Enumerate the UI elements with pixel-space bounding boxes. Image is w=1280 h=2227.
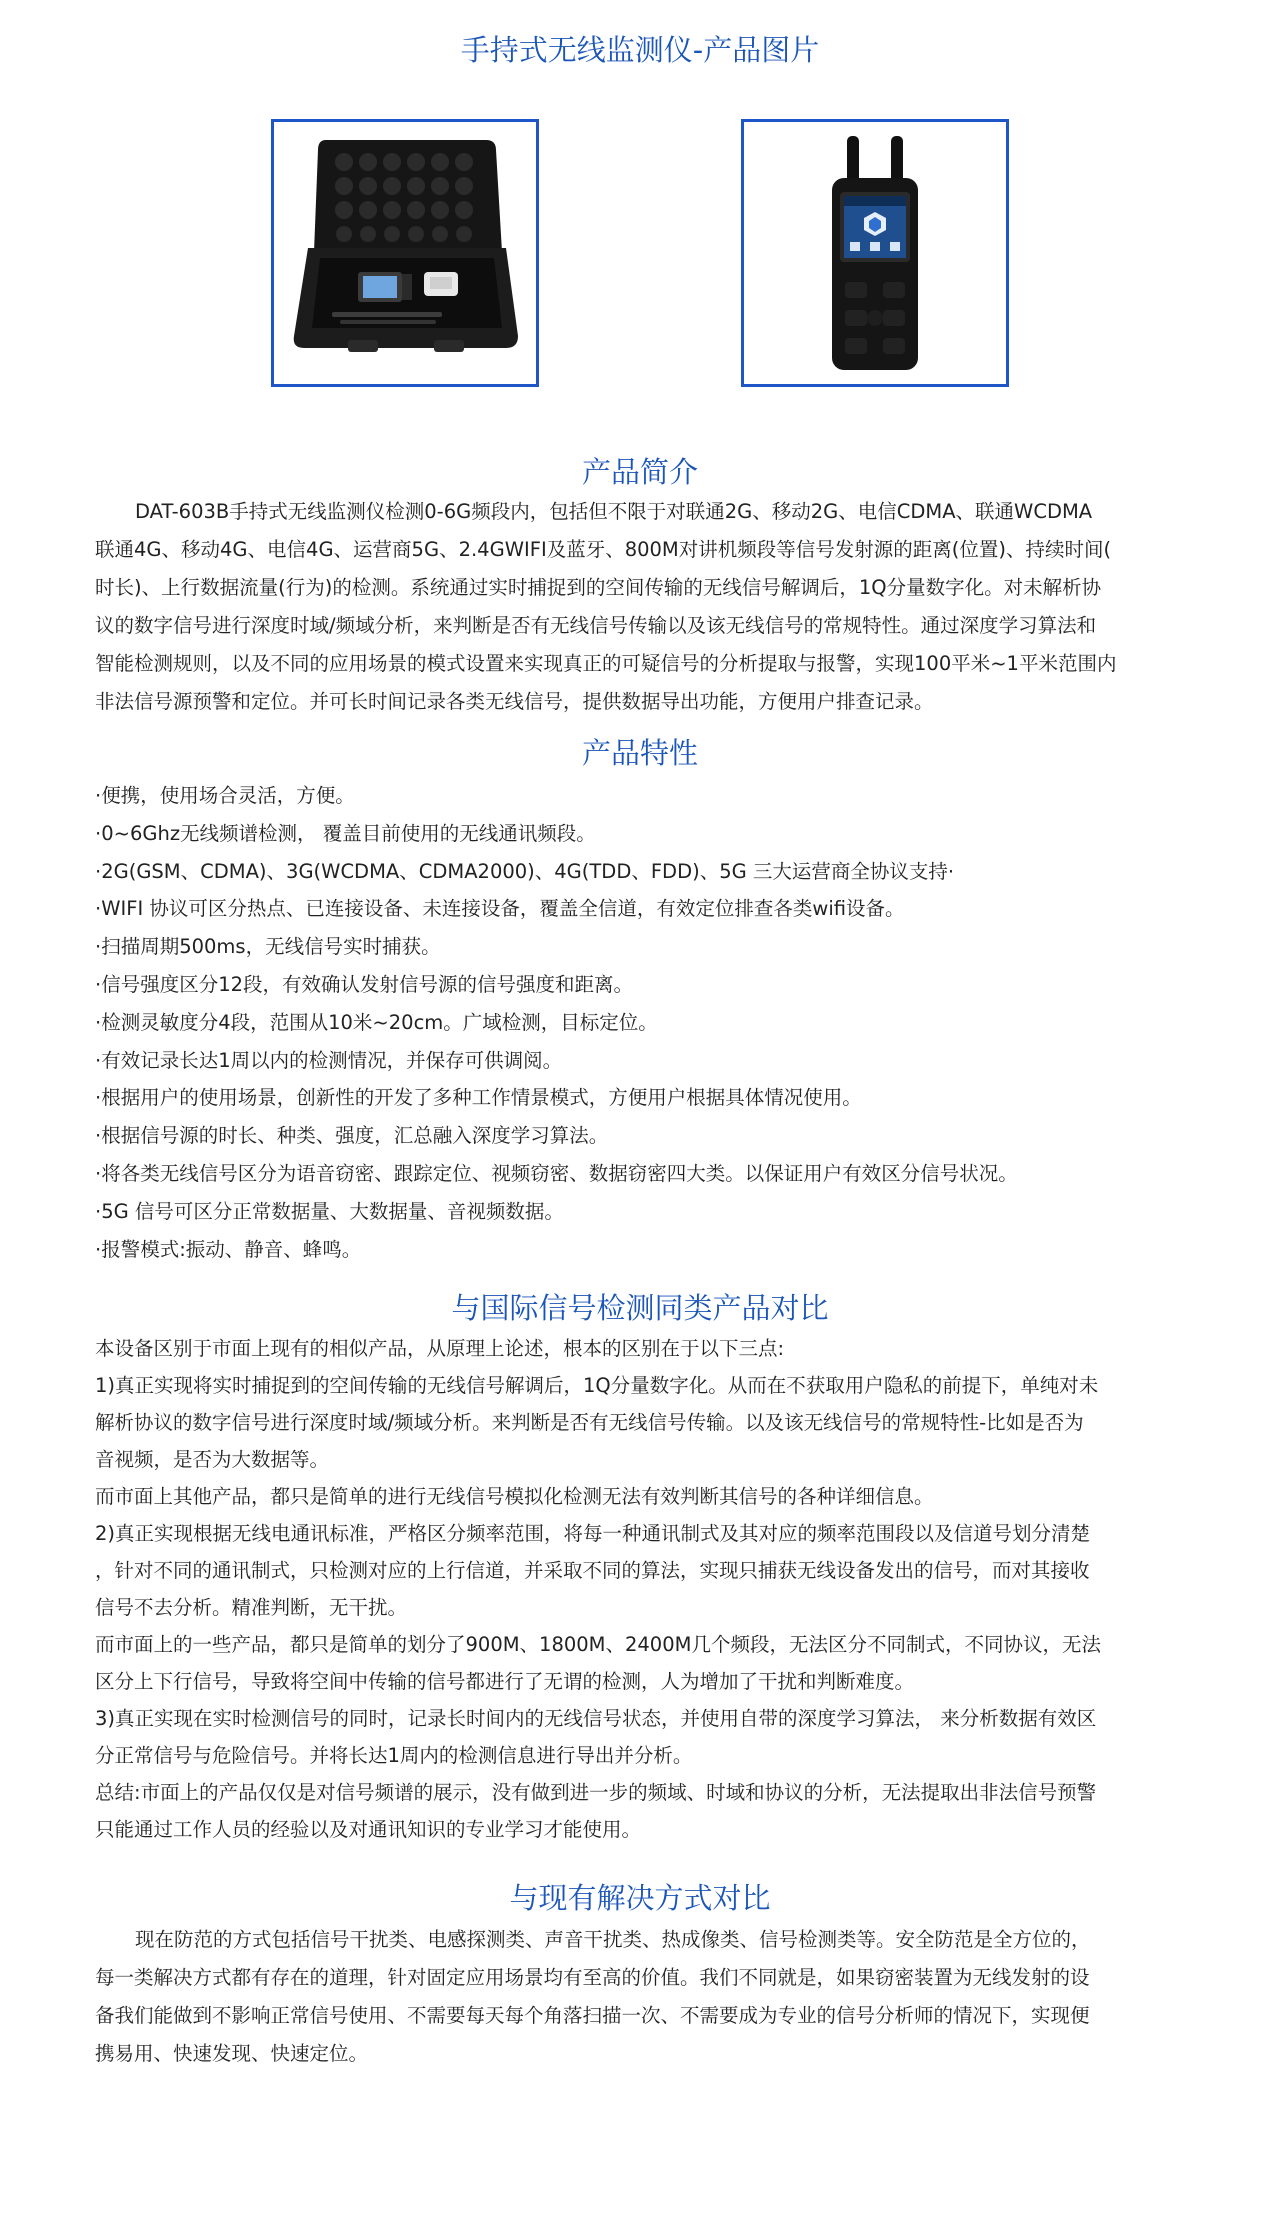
intro-line: DAT-603B手持式无线监测仪检测0-6G频段内，包括但不限于对联通2G、移动2G、电信CDMA、联通WCDMA	[135, 500, 1093, 523]
solutions-line: 现在防范的方式包括信号干扰类、电感探测类、声音干扰类、热成像类、信号检测类等。安全防范是全方位的，	[135, 1928, 1091, 1951]
feature-item: ·扫描周期500ms，无线信号实时捕获。	[95, 935, 441, 959]
page-title: 手持式无线监测仪-产品图片	[460, 33, 820, 67]
feature-item: ·WIFI 协议可区分热点、已连接设备、未连接设备，覆盖全信道，有效定位排查各类wifi设备。	[95, 897, 905, 921]
intro-line: 联通4G、移动4G、电信4G、运营商5G、2.4GWIFI及蓝牙、800M对讲机频段等信号发射源的距离(位置)、持续时间(	[95, 538, 1112, 561]
feature-item: ·信号强度区分12段，有效确认发射信号源的信号强度和距离。	[95, 972, 634, 996]
comparison-line: 本设备区别于市面上现有的相似产品，从原理上论述，根本的区别在于以下三点:	[95, 1337, 785, 1360]
intro-line: 时长)、上行数据流量(行为)的检测。系统通过实时捕捉到的空间传输的无线信号解调后，1Q分量数字化。对未解析协	[95, 576, 1102, 599]
comparison-line: 而市面上的一些产品，都只是简单的划分了900M、1800M、2400M几个频段，无法区分不同制式，不同协议，无法	[95, 1633, 1101, 1656]
comparison-line: 而市面上其他产品，都只是简单的进行无线信号模拟化检测无法有效判断其信号的各种详细信息。	[95, 1485, 934, 1508]
features-heading: 产品特性	[581, 736, 698, 770]
comparison-line: ，针对不同的通讯制式，只检测对应的上行信道，并采取不同的算法，实现只捕获无线设备发出的信号，而对其接收	[95, 1559, 1090, 1582]
intro-line: 智能检测规则，以及不同的应用场景的模式设置来实现真正的可疑信号的分析提取与报警，实现100平米~1平米范围内	[95, 652, 1117, 675]
solutions-line: 备我们能做到不影响正常信号使用、不需要每天每个角落扫描一次、不需要成为专业的信号分析师的情况下，实现便	[95, 2004, 1090, 2027]
comparison-line: 只能通过工作人员的经验以及对通讯知识的专业学习才能使用。	[95, 1818, 642, 1841]
feature-item: ·0~6Ghz无线频谱检测， 覆盖目前使用的无线通讯频段。	[95, 821, 596, 845]
comparison-line: 3)真正实现在实时检测信号的同时，记录长时间内的无线信号状态，并使用自带的深度学习算法， 来分析数据有效区	[95, 1707, 1097, 1730]
case-image	[274, 122, 536, 384]
comparison-line: 区分上下行信号，导致将空间中传输的信号都进行了无谓的检测，人为增加了干扰和判断难度。	[95, 1670, 915, 1693]
comparison-text	[95, 1330, 1195, 1848]
comparison-line: 2)真正实现根据无线电通讯标准，严格区分频率范围，将每一种通讯制式及其对应的频率范围段以及信道号划分清楚	[95, 1522, 1091, 1545]
feature-item: ·有效记录长达1周以内的检测情况，并保存可供调阅。	[95, 1048, 563, 1072]
case-photo	[271, 119, 539, 387]
device-photo	[741, 119, 1009, 387]
feature-item: ·5G 信号可区分正常数据量、大数据量、音视频数据。	[95, 1199, 564, 1223]
feature-item: ·将各类无线信号区分为语音窃密、跟踪定位、视频窃密、数据窃密四大类。以保证用户有效区分信号状况。	[95, 1161, 1018, 1185]
comparison-line: 音视频，是否为大数据等。	[95, 1448, 330, 1471]
feature-item: ·便携，使用场合灵活，方便。	[95, 784, 355, 807]
feature-item: ·检测灵敏度分4段，范围从10米~20cm。广域检测，目标定位。	[95, 1010, 658, 1034]
intro-line: 非法信号源预警和定位。并可长时间记录各类无线信号，提供数据导出功能，方便用户排查记录。	[95, 690, 934, 713]
comparison-heading: 与国际信号检测同类产品对比	[451, 1291, 829, 1325]
feature-item: ·根据用户的使用场景，创新性的开发了多种工作情景模式，方便用户根据具体情况使用。	[95, 1086, 862, 1110]
comparison-line: 总结:市面上的产品仅仅是对信号频谱的展示，没有做到进一步的频域、时域和协议的分析，无法提取出非法信号预警	[95, 1781, 1097, 1804]
intro-heading: 产品简介	[581, 455, 698, 489]
intro-text	[95, 493, 1195, 721]
solutions-line: 每一类解决方式都有存在的道理，针对固定应用场景均有至高的价值。我们不同就是，如果窃密装置为无线发射的设	[95, 1966, 1090, 1989]
feature-item: ·报警模式:振动、静音、蜂鸣。	[95, 1237, 362, 1261]
solutions-line: 携易用、快速发现、快速定位。	[95, 2042, 369, 2065]
comparison-line: 1)真正实现将实时捕捉到的空间传输的无线信号解调后，1Q分量数字化。从而在不获取用户隐私的前提下，单纯对未	[95, 1374, 1099, 1397]
features-list	[95, 777, 1195, 1268]
solutions-text	[95, 1921, 1195, 2073]
feature-item: ·根据信号源的时长、种类、强度，汇总融入深度学习算法。	[95, 1124, 609, 1148]
solutions-heading: 与现有解决方式对比	[509, 1881, 771, 1915]
comparison-line: 信号不去分析。精准判断，无干扰。	[95, 1596, 408, 1619]
comparison-line: 解析协议的数字信号进行深度时域/频域分析。来判断是否有无线信号传输。以及该无线信号的常规特性-比如是否为	[95, 1411, 1084, 1434]
intro-line: 议的数字信号进行深度时域/频域分析，来判断是否有无线信号传输以及该无线信号的常规特性。通过深度学习算法和	[95, 614, 1097, 637]
device-image	[744, 122, 1006, 384]
comparison-line: 分正常信号与危险信号。并将长达1周内的检测信息进行导出并分析。	[95, 1744, 693, 1767]
feature-item: ·2G(GSM、CDMA)、3G(WCDMA、CDMA2000)、4G(TDD、FDD)、5G 三大运营商全协议支持·	[95, 859, 955, 883]
